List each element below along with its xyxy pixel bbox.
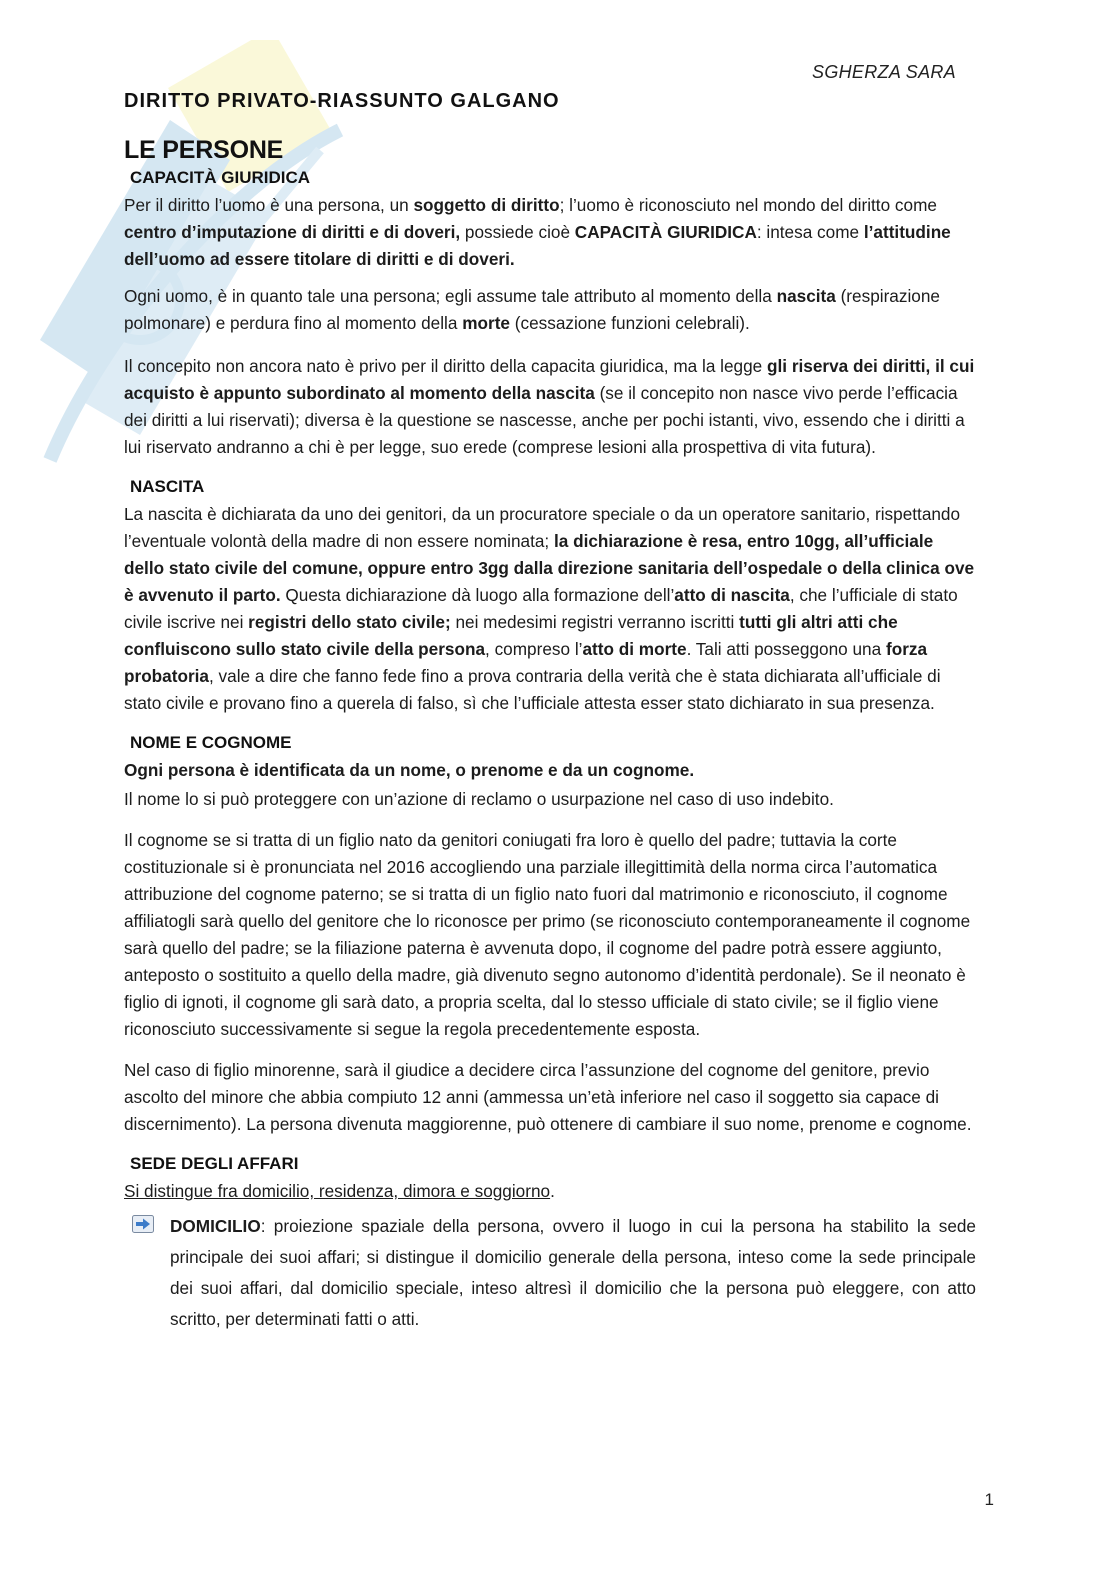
document-body (124, 130, 976, 1335)
list-item-domicilio (124, 1211, 976, 1335)
heading-nascita: NASCITA (130, 477, 205, 496)
author-name: SGHERZA SARA (812, 62, 956, 82)
heading-nome-cognome: NOME E COGNOME (130, 733, 292, 752)
paragraph-capacita-3: Il concepito non ancora nato è privo per il diritto della capacita giuridica, ma la legge gli riserva dei diritti, il cui acquisto è appunto subordinato al momento della nascita (se il concepito non nasce vivo perde l’efficacia dei diritti a lui riservati); diversa è la questione se nascesse, anche per pochi istanti, vivo, essendo che i diritti a lui riservato andranno a chi è per legge, suo erede (comprese lesioni alla prospettiva di vita futura). (124, 356, 975, 457)
heading-sede-affari: SEDE DEGLI AFFARI (130, 1154, 299, 1173)
paragraph-capacita-2: Ogni uomo, è in quanto tale una persona; egli assume tale attributo al momento della nascita (respirazione polmonare) e perdura fino al momento della morte (cessazione funzioni celebrali). (124, 286, 940, 333)
arrow-right-icon (130, 1215, 156, 1233)
section-title: LE PERSONE (124, 136, 284, 164)
domicilio-text: DOMICILIO: proiezione spaziale della persona, ovvero il luogo in cui la persona ha stabilito la sede principale dei suoi affari; si distingue il domicilio generale della persona, inteso come la sede principale dei suoi affari, dal domicilio speciale, inteso altresì il domicilio che la persona può eleggere, con atto scritto, per determinati fatti o atti. (170, 1216, 976, 1329)
paragraph-nome-lead: Ogni persona è identificata da un nome, o prenome e da un cognome. (124, 760, 695, 780)
page-number: 1 (984, 1490, 994, 1509)
paragraph-nome-2: Il cognome se si tratta di un figlio nato da genitori coniugati fra loro è quello del padre; tuttavia la corte costituzionale si è pronunciata nel 2016 accogliendo una parziale illegittimità della norma circa l’automatica attribuzione del cognome paterno; se si tratta di un figlio nato fuori dal matrimonio e riconosciuto, il cognome affiliatogli sarà quello del genitore che lo riconosce per primo (se riconosciuto contemporaneamente il cognome sarà quello del padre; se la filiazione paterna è avvenuta dopo, il cognome del padre potrà essere aggiunto, anteposto o sostituito a quello della madre, già divenuto segno autonomo d’identità perdonale). Se il neonato è figlio di ignoti, il cognome gli sarà dato, a propria scelta, dal lo stesso ufficiale di stato civile; se il figlio viene riconosciuto successivamente si segue la regola precedentemente esposta. (124, 830, 971, 1039)
document-title: DIRITTO PRIVATO-RIASSUNTO GALGANO (124, 90, 560, 112)
paragraph-nascita: La nascita è dichiarata da uno dei genitori, da un procuratore speciale o da un operatore sanitario, rispettando l’eventuale volontà della madre di non essere nominata; la dichiarazione è resa, entro 10gg, all’ufficiale dello stato civile del comune, oppure entro 3gg dalla direzione sanitaria dell’ospedale o della clinica ove è avvenuto il parto. Questa dichiarazione dà luogo alla formazione dell’atto di nascita, che l’ufficiale di stato civile iscrive nei registri dello stato civile; nei medesimi registri verranno iscritti tutti gli altri atti che confluiscono sullo stato civile della persona, compreso l’atto di morte. Tali atti posseggono una forza probatoria, vale a dire che fanno fede fino a prova contraria della verità che è stata dichiarata all’ufficiale di stato civile e provano fino a querela di falso, sì che l’ufficiale attesta esser stato dichiarato in sua presenza. (124, 504, 975, 713)
paragraph-capacita-1: Per il diritto l’uomo è una persona, un soggetto di diritto; l’uomo è riconosciuto nel mondo del diritto come centro d’imputazione di diritti e di doveri, possiede cioè CAPACITÀ GIURIDICA: intesa come l’attitudine dell’uomo ad essere titolare di diritti e di doveri. (124, 195, 951, 269)
paragraph-nome-1: Il nome lo si può proteggere con un’azione di reclamo o usurpazione nel caso di uso indebito. (124, 789, 834, 809)
paragraph-sede-intro: Si distingue fra domicilio, residenza, dimora e soggiorno. (124, 1181, 555, 1201)
paragraph-nome-3: Nel caso di figlio minorenne, sarà il giudice a decidere circa l’assunzione del cognome del genitore, previo ascolto del minore che abbia compiuto 12 anni (ammessa un’età inferiore nel caso il soggetto sia capace di discernimento). La persona divenuta maggiorenne, può ottenere di cambiare il suo nome, prenome e cognome. (124, 1060, 972, 1134)
heading-capacita-giuridica: CAPACITÀ GIURIDICA (130, 168, 311, 187)
